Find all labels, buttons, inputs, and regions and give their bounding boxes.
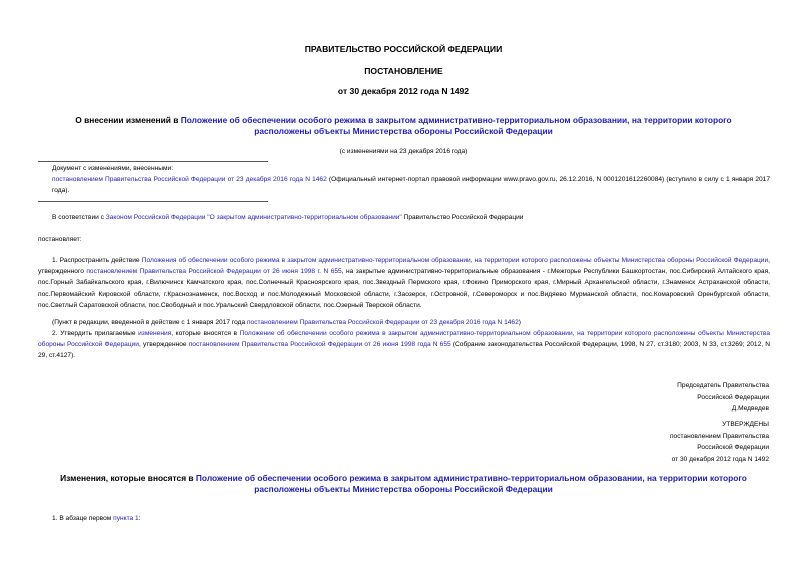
changes-title-link[interactable]: Положение об обеспечении особого режима в закрытом административно-территориальном образовании, на территории которого bbox=[195, 473, 747, 483]
resolves-label: постановляет: bbox=[38, 236, 82, 243]
edition-note: (с изменениями на 23 декабря 2016 года) bbox=[339, 148, 468, 155]
preamble-prefix: В соответствии с bbox=[52, 214, 106, 221]
signature-org: Российской Федерации bbox=[697, 393, 769, 401]
point-1 bbox=[38, 513, 770, 524]
item-1 bbox=[38, 255, 770, 311]
amendments-intro: Документ с изменениями, внесенными: bbox=[52, 165, 174, 172]
item-1-start: 1. Распространить действие bbox=[52, 257, 142, 264]
title-link-regulation[interactable]: Положение об обеспечении особого режима в закрытом административно-территориальном образовании, на территории которого bbox=[180, 115, 732, 125]
signature-block bbox=[560, 380, 769, 415]
item-2 bbox=[38, 328, 770, 362]
government-heading: ПРАВИТЕЛЬСТВО РОССИЙСКОЙ ФЕДЕРАЦИИ bbox=[304, 44, 503, 54]
amendments-info bbox=[38, 163, 770, 197]
item-1-mid: , утвержденного bbox=[38, 257, 771, 276]
item-1-territories: , на закрытые административно-территориальные образования - г.Межгорье Республики Башкортостан, пос.Сибирский Алтайского края, пос.Горный Забайкальского края, г.Вилючинск Камчатского края, пос.Солнечный Красноярского края, пос.Звездный Пермского края, г.Фокино Приморского края, г.Мирный Архангельской области, г.Знаменск Астраханской области, пос.Первомайский Кировской области, г.Краснознаменск, пос.Восход и пос.Молодежный Московской области, г.Заозерск, г.Островной, г.Североморск и пос.Видяево Мурманской области, пос.Комаровский Оренбургской области, пос.Светлый Саратовской области, пос.Свободный и пос.Уральский Свердловской области, пос.Озерный Тверской области. bbox=[38, 268, 771, 309]
document-type: ПОСТАНОВЛЕНИЕ bbox=[364, 66, 443, 76]
changes-title-link-cont[interactable]: расположены объекты Министерства обороны Российской Федерации bbox=[254, 484, 553, 495]
signature-title: Председатель Правительства bbox=[677, 382, 769, 389]
point-1-link[interactable]: пункта 1 bbox=[113, 515, 139, 522]
approval-block bbox=[560, 419, 769, 465]
changes-title bbox=[0, 473, 807, 495]
item-2-source: (Собрание законодательства Российской Федерации, 1998, N 27, ст.3180; 2003, N 33, ст.3269; 2012, N 29, ст.4127). bbox=[38, 341, 770, 360]
amendments-source: (Официальный интернет-портал правовой информации www.pravo.gov.ru, 26.12.2016, N 0001201612260084) (вступило в силу с 1 января 2017 года). bbox=[52, 176, 771, 195]
title-link-regulation-cont[interactable]: расположены объекты Министерства обороны Российской Федерации bbox=[254, 126, 553, 137]
item-2-regulation-link[interactable]: Положение об обеспечении особого режима в закрытом административно-территориальном образовании, на территории которого расположены объекты Министерства обороны Российской Федерации bbox=[38, 330, 770, 349]
divider-bottom bbox=[38, 201, 268, 202]
approval-by: постановлением Правительства bbox=[669, 432, 769, 440]
item-2-mid1: , которые вносятся в bbox=[171, 330, 240, 337]
item-2-start: 2. Утвердить прилагаемые bbox=[52, 330, 139, 337]
preamble-suffix: Правительство Российской Федерации bbox=[401, 214, 524, 221]
item-1-decree-link[interactable]: постановлением Правительства Российской Федерации от 26 июня 1998 г. N 655 bbox=[86, 268, 342, 276]
point-1-prefix: 1. В абзаце первом bbox=[52, 515, 114, 522]
approval-org: Российской Федерации bbox=[697, 444, 769, 452]
item-2-mid2: , утвержденное bbox=[138, 341, 189, 349]
preamble-law-link[interactable]: Законом Российской Федерации "О закрытом административно-территориальном образовании" bbox=[105, 214, 402, 221]
document-date-number: от 30 декабря 2012 года N 1492 bbox=[337, 86, 470, 96]
amendment-link-1462[interactable]: постановлением Правительства Российской Федерации от 23 декабря 2016 года N 1462 bbox=[52, 176, 327, 184]
item-1-note-suffix: ) bbox=[518, 319, 521, 326]
amendments-text bbox=[38, 174, 770, 196]
title-prefix: О внесении изменений в bbox=[75, 115, 181, 125]
approval-date: от 30 декабря 2012 года N 1492 bbox=[671, 455, 769, 463]
approval-label: УТВЕРЖДЕНЫ bbox=[722, 421, 769, 428]
item-2-changes-link[interactable]: изменения bbox=[138, 330, 172, 337]
document-title bbox=[0, 115, 807, 137]
point-1-suffix: : bbox=[138, 515, 141, 522]
changes-title-prefix: Изменения, которые вносятся в bbox=[60, 473, 196, 483]
item-1-regulation-link[interactable]: Положения об обеспечении особого режима в закрытом административно-территориальном образовании, на территории которого расположены объекты Министерства обороны Российской Федерации bbox=[141, 257, 769, 264]
preamble bbox=[38, 212, 770, 223]
item-1-note bbox=[38, 317, 770, 328]
item-1-note-link[interactable]: постановлением Правительства Российской Федерации от 23 декабря 2016 года N 1462 bbox=[246, 319, 519, 326]
divider-top bbox=[38, 161, 268, 162]
item-2-decree-link[interactable]: постановлением Правительства Российской Федерации от 26 июня 1998 года N 655 bbox=[188, 341, 451, 349]
item-1-note-prefix: (Пункт в редакции, введенной в действие с 1 января 2017 года bbox=[52, 319, 247, 326]
signature-name: Д.Медведев bbox=[731, 405, 769, 413]
